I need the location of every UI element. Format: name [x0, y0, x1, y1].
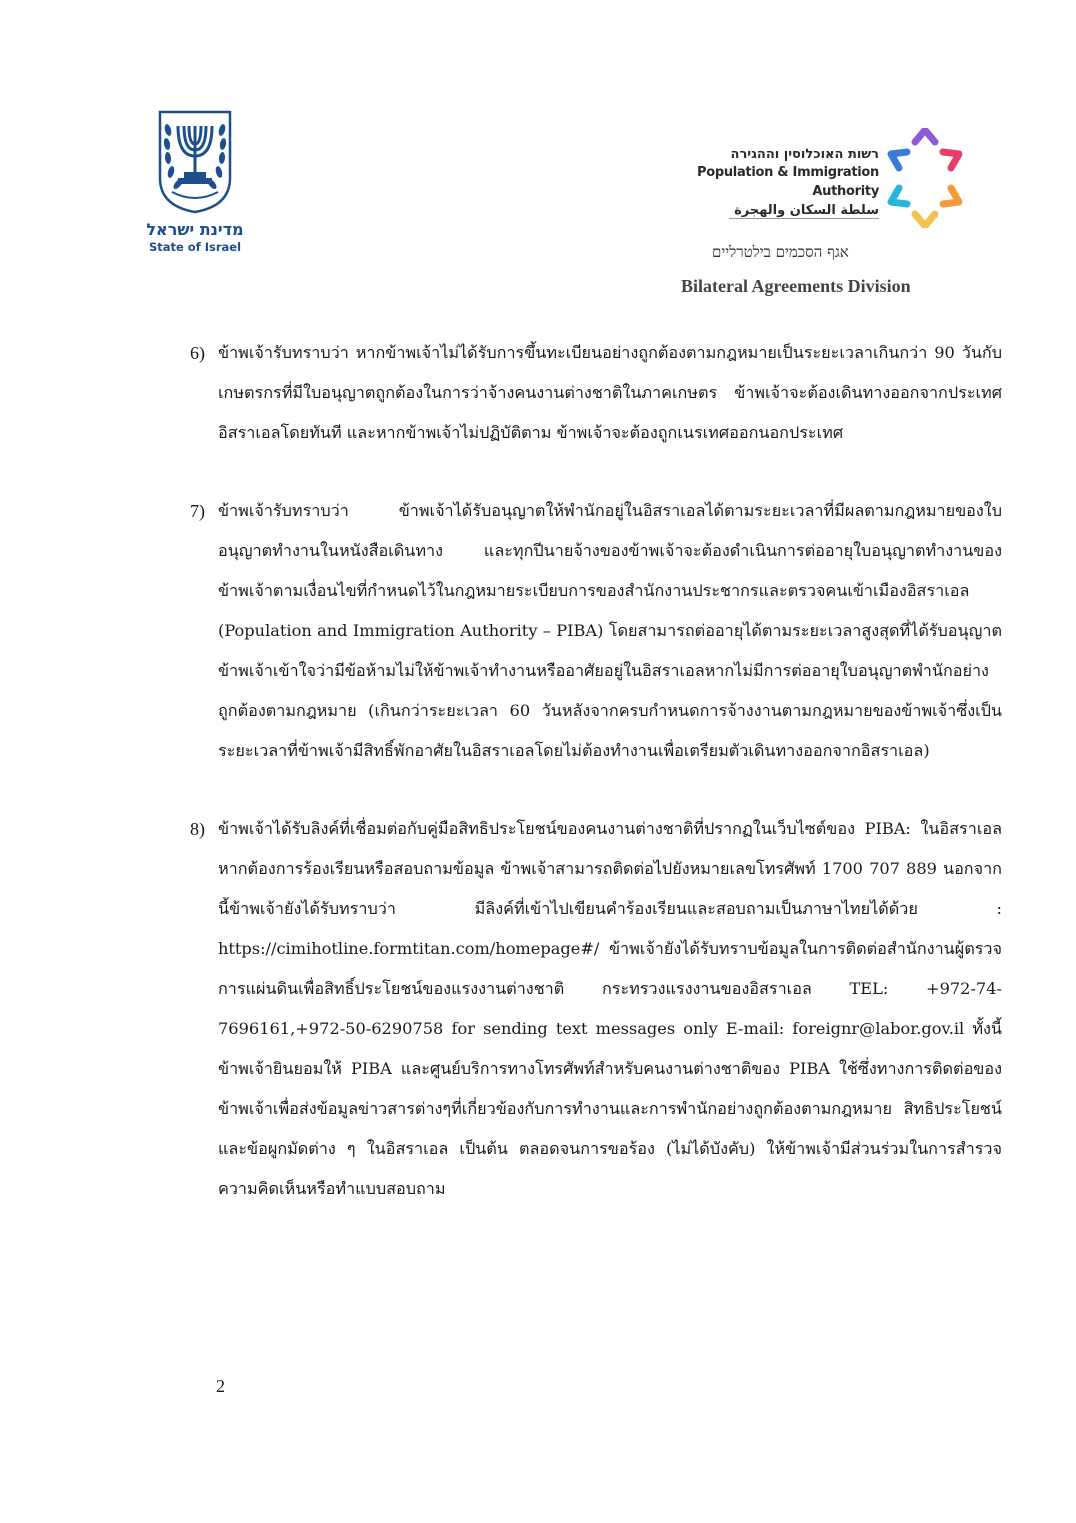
state-name-hebrew: מדינת ישראל — [146, 220, 244, 239]
clause-text: ข้าพเจ้ารับทราบว่า หากข้าพเจ้าไม่ได้รับการขึ้นทะเบียนอย่างถูกต้องตามกฎหมายเป็นระยะเวลาเกินกว่า 90 วันกับเกษตรกรที่มีใบอนุญาตถูกต้องในการว่าจ้างคนงานต่างชาติในภาคเกษตร ข้าพเจ้าจะต้องเดินทางออกจากประเทศอิสราเอลโดยทันที และหากข้าพเจ้าไม่ปฏิบัติตาม ข้าพเจ้าจะต้องถูกเนรเทศออกนอกประเทศ — [218, 343, 1002, 442]
authority-name-hebrew: רשות האוכלוסין וההגירה — [730, 147, 879, 162]
division-name-english: Bilateral Agreements Division — [681, 276, 911, 296]
state-of-israel-emblem — [140, 108, 250, 254]
clause-number: 7) — [190, 501, 205, 521]
clause-number: 6) — [190, 343, 205, 363]
page-number: 2 — [216, 1376, 225, 1396]
piba-logo-block — [655, 128, 975, 238]
clause-text: ข้าพเจ้าได้รับลิงค์ที่เชื่อมต่อกับคู่มือสิทธิประโยชน์ของคนงานต่างชาติที่ปรากฏในเว็บไซต์ของ PIBA: ในอิสราเอล หากต้องการร้องเรียนหรือสอบถามข้อมูล ข้าพเจ้าสามารถติดต่อไปยังหมายเลขโทรศัพท์ 1700 707 889 นอกจากนี้ข้าพเจ้ายังได้รับทราบว่า มีลิงค์ที่เข้าไปเขียนคำร้องเรียนและสอบถามเป็นภาษาไทยได้ด้วย : https://cimihotline.formtitan.com/homepage#/ ข้าพเจ้ายังได้รับทราบข้อมูลในการติดต่อสำนักงานผู้ตรวจการแผ่นดินเพื่อสิทธิ์ประโยชน์ของแรงงานต่างชาติ กระทรวงแรงงานของอิสราเอล TEL: +972-74-7696161,+972-50-6290758 for sending text messages only E-mail: foreignr@labor.gov.il ทั้งนี้ ข้าพเจ้ายินยอมให้ PIBA และศูนย์บริการทางโทรศัพท์สำหรับคนงานต่างชาติของ PIBA ใช้ซึ่งทางการติดต่อของข้าพเจ้าเพื่อส่งข้อมูลข่าวสารต่างๆที่เกี่ยวข้องกับการทำงานและการพำนักอย่างถูกต้องตามกฎหมาย สิทธิประโยชน์และข้อผูกมัดต่าง ๆ ในอิสราเอล เป็นต้น ตลอดจนการขอร้อง (ไม่ได้บังคับ) ให้ข้าพเจ้ามีส่วนร่วมในการสำรวจความคิดเห็นหรือทำแบบสอบถาม — [218, 819, 1002, 1198]
logo-divider — [729, 218, 879, 219]
state-name-english: State of Israel — [148, 240, 242, 254]
division-name-hebrew: אגף הסכמים בילטרליים — [712, 243, 849, 261]
clause-number: 8) — [190, 819, 205, 839]
clause-item — [190, 809, 1002, 1209]
clause-item — [190, 491, 1002, 771]
authority-name-english: Population & Immigration Authority — [696, 165, 879, 199]
clause-text: ข้าพเจ้ารับทราบว่า ข้าพเจ้าได้รับอนุญาตให้พำนักอยู่ในอิสราเอลได้ตามระยะเวลาที่มีผลตามกฎหมายของใบอนุญาตทำงานในหนังสือเดินทาง และทุกปีนายจ้างของข้าพเจ้าจะต้องดำเนินการต่ออายุใบอนุญาตทำงานของข้าพเจ้าตามเงื่อนไขที่กำหนดไว้ในกฎหมายระเบียบการของสำนักงานประชากรและตรวจคนเข้าเมืองอิสราเอล (Population and Immigration Authority – PIBA) โดยสามารถต่ออายุได้ตามระยะเวลาสูงสุดที่ได้รับอนุญาต ข้าพเจ้าเข้าใจว่ามีข้อห้ามไม่ให้ข้าพเจ้าทำงานหรืออาศัยอยู่ในอิสราเอลหากไม่มีการต่ออายุใบอนุญาตพำนักอย่างถูกต้องตามกฎหมาย (เกินกว่าระยะเวลา 60 วันหลังจากครบกำหนดการจ้างงานตามกฎหมายของข้าพเจ้าซึ่งเป็นระยะเวลาที่ข้าพเจ้ามีสิทธิ์พักอาศัยในอิสราเอลโดยไม่ต้องทำงานเพื่อเตรียมตัวเดินทางออกจากอิสราเอล) — [218, 501, 1002, 760]
clause-item — [190, 333, 1002, 453]
piba-name — [655, 146, 879, 220]
star-of-david-logo-icon — [885, 128, 965, 228]
clause-list — [190, 333, 1002, 1247]
authority-name-arabic: سلطة السكان والهجرة — [734, 203, 879, 218]
menorah-emblem-icon — [154, 108, 236, 216]
